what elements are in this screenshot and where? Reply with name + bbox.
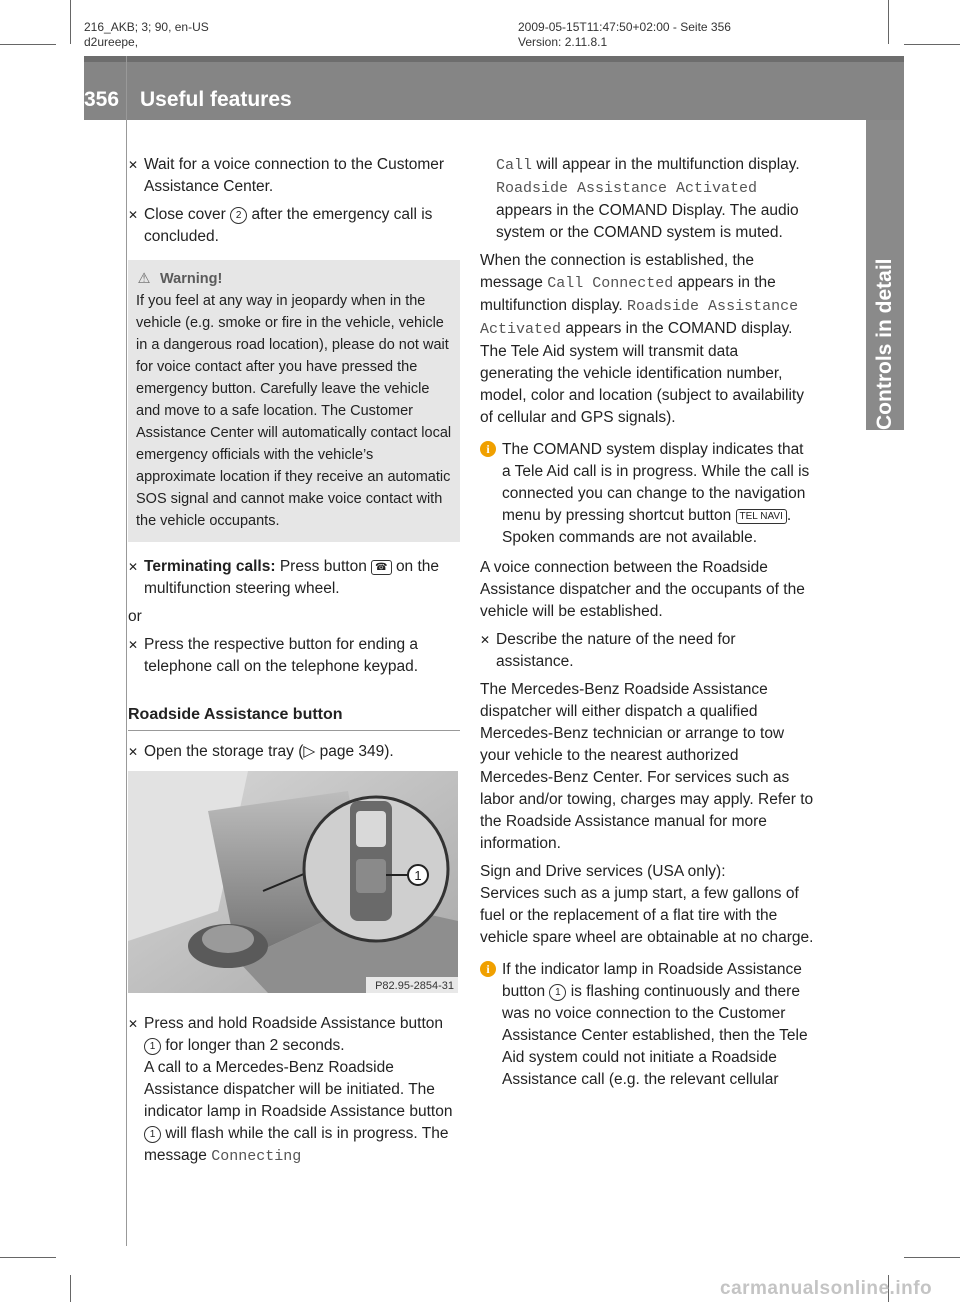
warning-text: If you feel at any way in jeopardy when in the vehicle (e.g. smoke or fire in the vehicle, vehicle in a dangerous road location), please do not wait for voice contact after you have pressed the emergency button. Carefully leave the vehicle and move to a safe location. The Customer Assistance Center will automatically contact local emergency officials with the vehicle’s approximate location if they receive an automatic SOS signal and cannot make voice contact with the vehicle occupants.	[136, 293, 452, 529]
section-heading: Roadside Assistance button	[128, 704, 460, 731]
callout-number: 1	[144, 1038, 161, 1055]
page-number: 356	[84, 88, 120, 111]
paragraph: When the connection is established, the message Call Connected appears in the multifunction display. Roadside Assistance Activated appears in the COMAND display. The Tele Aid system will transmit data generating the vehicle identification number, model, color and location (subject to availability of cellular and GPS signals).	[480, 252, 804, 426]
footer-watermark: carmanualsonline.info	[720, 1278, 933, 1299]
crop-mark	[904, 44, 960, 45]
crop-mark	[0, 1257, 56, 1258]
callout-number: 1	[549, 984, 566, 1001]
info-note: i The COMAND system display indicates that a Tele Aid call is in progress. While the call is connected you can change to the navigation menu by pressing shortcut button TEL NAVI . Spoken commands are not available.	[480, 439, 815, 549]
step-arrow-icon: ✕	[128, 638, 139, 652]
crop-mark	[888, 0, 889, 44]
section-title: Useful features	[140, 88, 292, 111]
step-item: ✕ Terminating calls: Press button ☎ on the multifunction steering wheel.	[128, 558, 440, 597]
left-column	[128, 154, 460, 1168]
display-message: Call	[496, 157, 533, 174]
warning-box	[128, 260, 460, 542]
print-meta-right: 2009-05-15T11:47:50+02:00 - Seite 356 Version: 2.11.8.1	[518, 20, 731, 49]
step-arrow-icon: ✕	[128, 208, 139, 222]
step-item: ✕ Describe the nature of the need for assistance.	[480, 631, 736, 670]
hang-up-icon: ☎	[371, 560, 391, 575]
display-message: Call Connected	[547, 275, 674, 292]
step-item: ✕ Close cover 2 after the emergency call is concluded.	[128, 206, 433, 245]
info-icon: i	[480, 441, 496, 457]
photo-code: P82.95-2854-31	[375, 980, 454, 992]
crop-mark	[904, 1257, 960, 1258]
step-arrow-icon: ✕	[128, 560, 139, 574]
column-rule	[126, 56, 127, 1246]
step-item: ✕ Open the storage tray (▷ page 349).	[128, 741, 460, 763]
photo-callout-label: 1	[414, 868, 422, 883]
paragraph: Sign and Drive services (USA only): Services such as a jump start, a few gallons of fuel or the replacement of a flat tire with the vehicle spare wheel are obtainable at no charge.	[480, 863, 814, 946]
display-message: Roadside Assistance Activated	[480, 298, 799, 338]
callout-number: 1	[144, 1126, 161, 1143]
storage-tray-photo	[128, 771, 458, 993]
step-arrow-icon: ✕	[480, 633, 491, 647]
crop-mark	[70, 0, 71, 44]
warning-triangle-icon: ⚠	[137, 271, 151, 287]
step-item: ✕ Press and hold Roadside Assistance button 1 for longer than 2 seconds. A call to a Mercedes-Benz Roadside Assistance dispatcher will be initiated. The indicator lamp in Roadside Assistance button 1 will flash while the call is in progress. The message Connecting	[128, 1015, 453, 1165]
display-message: Roadside Assistance Activated	[496, 180, 758, 197]
step-arrow-icon: ✕	[128, 1017, 139, 1031]
warning-heading: ⚠ Warning!	[136, 268, 454, 290]
paragraph: A voice connection between the Roadside Assistance dispatcher and the occupants of the vehicle will be established.	[480, 559, 805, 620]
paragraph: The Mercedes-Benz Roadside Assistance dispatcher will either dispatch a qualified Mercedes-Benz technician or arrange to tow your vehicle to the nearest authorized Mercedes-Benz Center. For services such as labor and/or towing, charges may apply. Refer to the Roadside Assistance manual for more information.	[480, 681, 814, 852]
step-arrow-icon: ✕	[128, 158, 139, 172]
sidebar-label: Controls in detail	[873, 258, 896, 430]
print-meta-left: 216_AKB; 3; 90, en-US d2ureepe,	[84, 20, 209, 49]
or-text: or	[128, 608, 142, 625]
continued-text: Call will appear in the multifunction display. Roadside Assistance Activated appears in the COMAND Display. The audio system or the COMAND system is muted.	[496, 156, 800, 241]
step-item: ✕ Wait for a voice connection to the Customer Assistance Center.	[128, 156, 445, 195]
display-message: Connecting	[211, 1148, 302, 1165]
step-item: ✕ Press the respective button for ending a telephone call on the telephone keypad.	[128, 636, 419, 675]
step-arrow-icon: ✕	[128, 745, 139, 759]
crop-mark	[70, 1275, 71, 1302]
storage-tray-illustration	[128, 771, 458, 993]
right-column	[480, 154, 815, 1091]
info-note: i If the indicator lamp in Roadside Assistance button 1 is flashing continuously and there was no voice connection to the Customer Assistance Center established, then the Tele Aid system could not initiate a Roadside Assistance call (e.g. the relevant cellular	[480, 959, 815, 1091]
info-icon: i	[480, 961, 496, 977]
tel-navi-button-icon: TEL NAVI	[736, 509, 787, 524]
callout-number: 2	[230, 207, 247, 224]
crop-mark	[0, 44, 56, 45]
